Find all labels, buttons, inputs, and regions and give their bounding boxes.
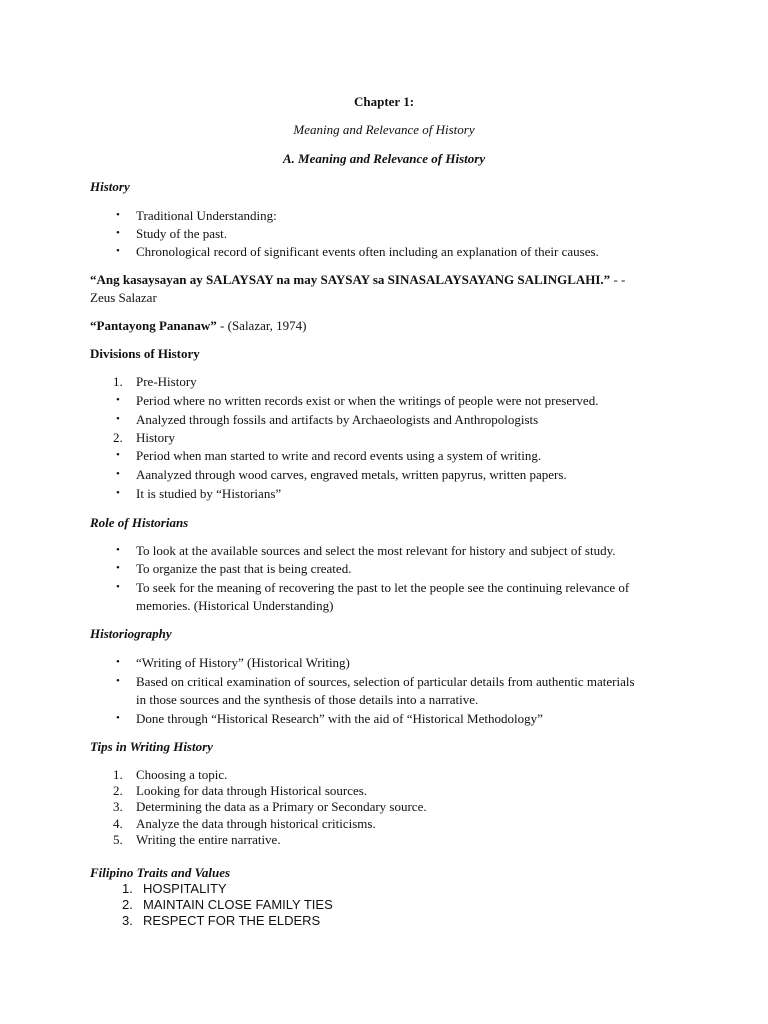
historiography-heading: Historiography <box>90 626 172 641</box>
divisions-heading: Divisions of History <box>90 346 200 361</box>
role-bullet-3: To seek for the meaning of recovering the past to let the people see the continuing relevance of <box>136 580 630 595</box>
tips-item-2: Looking for data through Historical sources. <box>136 783 368 798</box>
chapter-subtitle: Meaning and Relevance of History <box>293 122 475 137</box>
bullet-marker: • <box>116 468 120 480</box>
bullet-marker: • <box>116 394 120 406</box>
historiography-bullet-1: “Writing of History” (Historical Writing) <box>136 655 350 670</box>
chapter-title: Chapter 1: <box>353 94 415 109</box>
tips-item-3: Determining the data as a Primary or Secondary source. <box>136 799 427 814</box>
list-marker: 2. <box>122 897 133 912</box>
divisions-item-2: Period where no written records exist or when the writings of people were not preserved. <box>136 393 599 408</box>
divisions-item-7: It is studied by “Historians” <box>136 486 282 501</box>
bullet-marker: • <box>116 675 120 687</box>
traits-item-1: HOSPITALITY <box>143 881 227 896</box>
role-bullet-1: To look at the available sources and select the most relevant for history and subject of study. <box>136 543 616 558</box>
quote-2 <box>90 318 307 334</box>
divisions-item-1: Pre-History <box>136 374 197 389</box>
tips-item-5: Writing the entire narrative. <box>136 832 281 847</box>
history-bullet-1: Traditional Understanding: <box>136 208 277 223</box>
history-bullet-3: Chronological record of significant events often including an explanation of their causes. <box>136 244 599 259</box>
quote-1-author: Zeus Salazar <box>90 290 157 305</box>
divisions-item-3: Analyzed through fossils and artifacts by Archaeologists and Anthropologists <box>136 412 539 427</box>
tips-heading: Tips in Writing History <box>90 739 213 754</box>
bullet-marker: • <box>116 544 120 556</box>
bullet-marker: • <box>116 712 120 724</box>
quote-1-dash: - - <box>610 272 626 287</box>
bullet-marker: • <box>116 562 120 574</box>
traits-heading: Filipino Traits and Values <box>90 865 231 880</box>
divisions-item-5: Period when man started to write and record events using a system of writing. <box>136 448 542 463</box>
list-marker: 2. <box>113 430 123 445</box>
bullet-marker: • <box>116 656 120 668</box>
quote-2-text: “Pantayong Pananaw” <box>90 318 217 333</box>
list-marker: 1. <box>113 767 123 782</box>
bullet-marker: • <box>116 413 120 425</box>
historiography-bullet-2-cont: in those sources and the synthesis of those details into a narrative. <box>136 692 479 707</box>
list-marker: 3. <box>122 913 133 928</box>
history-bullet-2: Study of the past. <box>136 226 227 241</box>
history-heading: History <box>90 179 130 194</box>
tips-item-1: Choosing a topic. <box>136 767 228 782</box>
list-marker: 5. <box>113 832 123 847</box>
traits-item-2: MAINTAIN CLOSE FAMILY TIES <box>143 897 333 912</box>
bullet-marker: • <box>116 487 120 499</box>
divisions-item-4: History <box>136 430 175 445</box>
list-marker: 3. <box>113 799 123 814</box>
historiography-bullet-2: Based on critical examination of sources, selection of particular details from authentic materials <box>136 674 635 689</box>
quote-2-citation: - (Salazar, 1974) <box>216 318 307 333</box>
historiography-bullet-3: Done through “Historical Research” with the aid of “Historical Methodology” <box>136 711 543 726</box>
list-marker: 1. <box>122 881 133 896</box>
bullet-marker: • <box>116 581 120 593</box>
divisions-item-6: Aanalyzed through wood carves, engraved metals, written papyrus, written papers. <box>136 467 567 482</box>
list-marker: 4. <box>113 816 123 831</box>
list-marker: 2. <box>113 783 123 798</box>
traits-item-3: RESPECT FOR THE ELDERS <box>143 913 321 928</box>
bullet-marker: • <box>116 209 120 221</box>
bullet-marker: • <box>116 227 120 239</box>
role-heading: Role of Historians <box>90 515 189 530</box>
role-bullet-2: To organize the past that is being created. <box>136 561 352 576</box>
bullet-marker: • <box>116 449 120 461</box>
quote-1 <box>90 272 625 288</box>
quote-1-text: “Ang kasaysayan ay SALAYSAY na may SAYSAY sa SINASALAYSAYANG SALINGLAHI.” <box>90 272 611 287</box>
section-a-title: A. Meaning and Relevance of History <box>282 151 486 166</box>
list-marker: 1. <box>113 374 123 389</box>
tips-item-4: Analyze the data through historical criticisms. <box>136 816 376 831</box>
bullet-marker: • <box>116 245 120 257</box>
role-bullet-3-cont: memories. (Historical Understanding) <box>136 598 334 613</box>
